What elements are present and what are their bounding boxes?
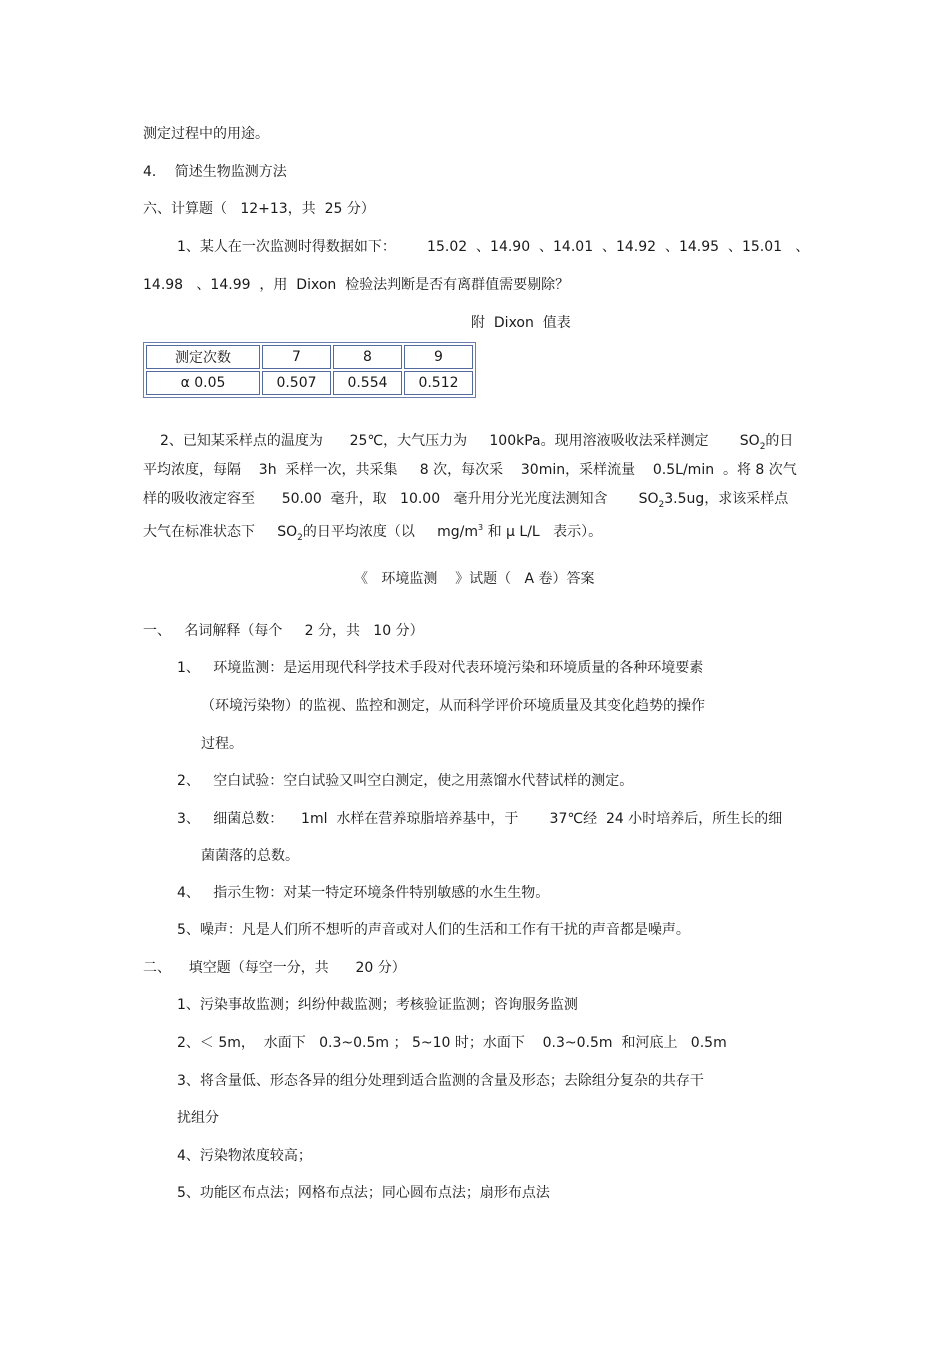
answer-item-cont: 菌菌落的总数。 [201,848,299,864]
table-row [146,371,473,395]
text-span: 和 μ L/L 表示）。 [483,524,603,540]
text-span: 3.5ug，求该采样点 [664,491,789,507]
table-cell: α 0.05 [146,371,260,395]
table-cell: 0.507 [262,371,331,395]
text-span: 大气在标准状态下 SO [143,524,298,540]
answer-item-cont: （环境污染物）的监视、监控和测定，从而科学评价环境质量及其变化趋势的操作 [201,698,705,714]
table-cell: 7 [262,345,331,369]
answer-item: 4、 指示生物：对某一特定环境条件特别敏感的水生生物。 [177,885,550,901]
dixon-table [143,342,476,398]
calc-question-2-cont [143,489,788,515]
table-cell: 8 [333,345,402,369]
answer-item: 2、＜ 5m， 水面下 0.3~0.5m ； 5~10 时；水面下 0.3~0.5m 和河底上 0.5m [177,1035,727,1051]
section-heading-fill: 二、 填空题（每空一分，共 20 分） [143,960,406,976]
table-cell: 0.512 [404,371,473,395]
section-heading-terms: 一、 名词解释（每个 2 分，共 10 分） [143,623,424,639]
text-line: 测定过程中的用途。 [143,126,269,142]
text-span: 样的吸收液定容至 50.00 毫升，取 10.00 毫升用分光光度法测知含 SO [143,491,659,507]
subscript: 2 [297,532,303,543]
calc-question-2-cont: 平均浓度，每隔 3h 采样一次，共采集 8 次，每次采 30min，采样流量 0.5L/min 。将 8 次气 [143,462,797,478]
answer-item-cont: 扰组分 [177,1110,219,1126]
superscript: 3 [478,523,484,532]
question-4: 4． 简述生物监测方法 [143,164,287,180]
subscript: 2 [658,499,665,510]
answer-item: 4、污染物浓度较高； [177,1148,312,1164]
answer-item: 1、 环境监测：是运用现代科学技术手段对代表环境污染和环境质量的各种环境要素 [177,660,704,676]
subscript: 2 [759,441,766,452]
answer-item: 5、噪声：凡是人们所不想听的声音或对人们的生活和工作有干扰的声音都是噪声。 [177,922,690,938]
table-cell: 0.554 [333,371,402,395]
answer-item: 2、 空白试验：空白试验又叫空白测定，使之用蒸馏水代替试样的测定。 [177,773,634,789]
calc-question-2 [160,431,793,457]
calc-question-2-cont [143,518,602,548]
answer-item-cont: 过程。 [201,736,243,752]
table-cell: 9 [404,345,473,369]
calc-question-1-cont: 14.98 、14.99 ，用 Dixon 检验法判断是否有离群值需要剔除？ [143,277,570,293]
table-row [146,345,473,369]
text-span: 2、已知某采样点的温度为 25℃，大气压力为 100kPa。现用溶液吸收法采样测定 SO [160,433,760,449]
answer-item: 1、污染事故监测；纠纷仲裁监测；考核验证监测；咨询服务监测 [177,997,578,1013]
table-cell: 测定次数 [146,345,260,369]
table-caption: 附 Dixon 值表 [471,315,571,331]
answer-item: 3、将含量低、形态各异的组分处理到适合监测的含量及形态；去除组分复杂的共存干 [177,1073,704,1089]
text-span: 的日平均浓度（以 mg/m [302,524,479,540]
answer-item: 5、功能区布点法；网格布点法；同心圆布点法；扇形布点法 [177,1185,550,1201]
answer-item: 3、 细菌总数： 1ml 水样在营养琼脂培养基中，于 37℃经 24 小时培养后，所生长的细 [177,811,783,827]
text-span: 的日 [765,433,794,449]
calc-question-1: 1、某人在一次监测时得数据如下： 15.02 、14.90 、14.01 、14.92 、14.95 、15.01 、 [177,239,810,255]
section-heading-calc: 六、计算题（ 12+13，共 25 分） [143,201,375,217]
answer-title: 《 环境监测 》试题（ A 卷）答案 [354,571,595,587]
